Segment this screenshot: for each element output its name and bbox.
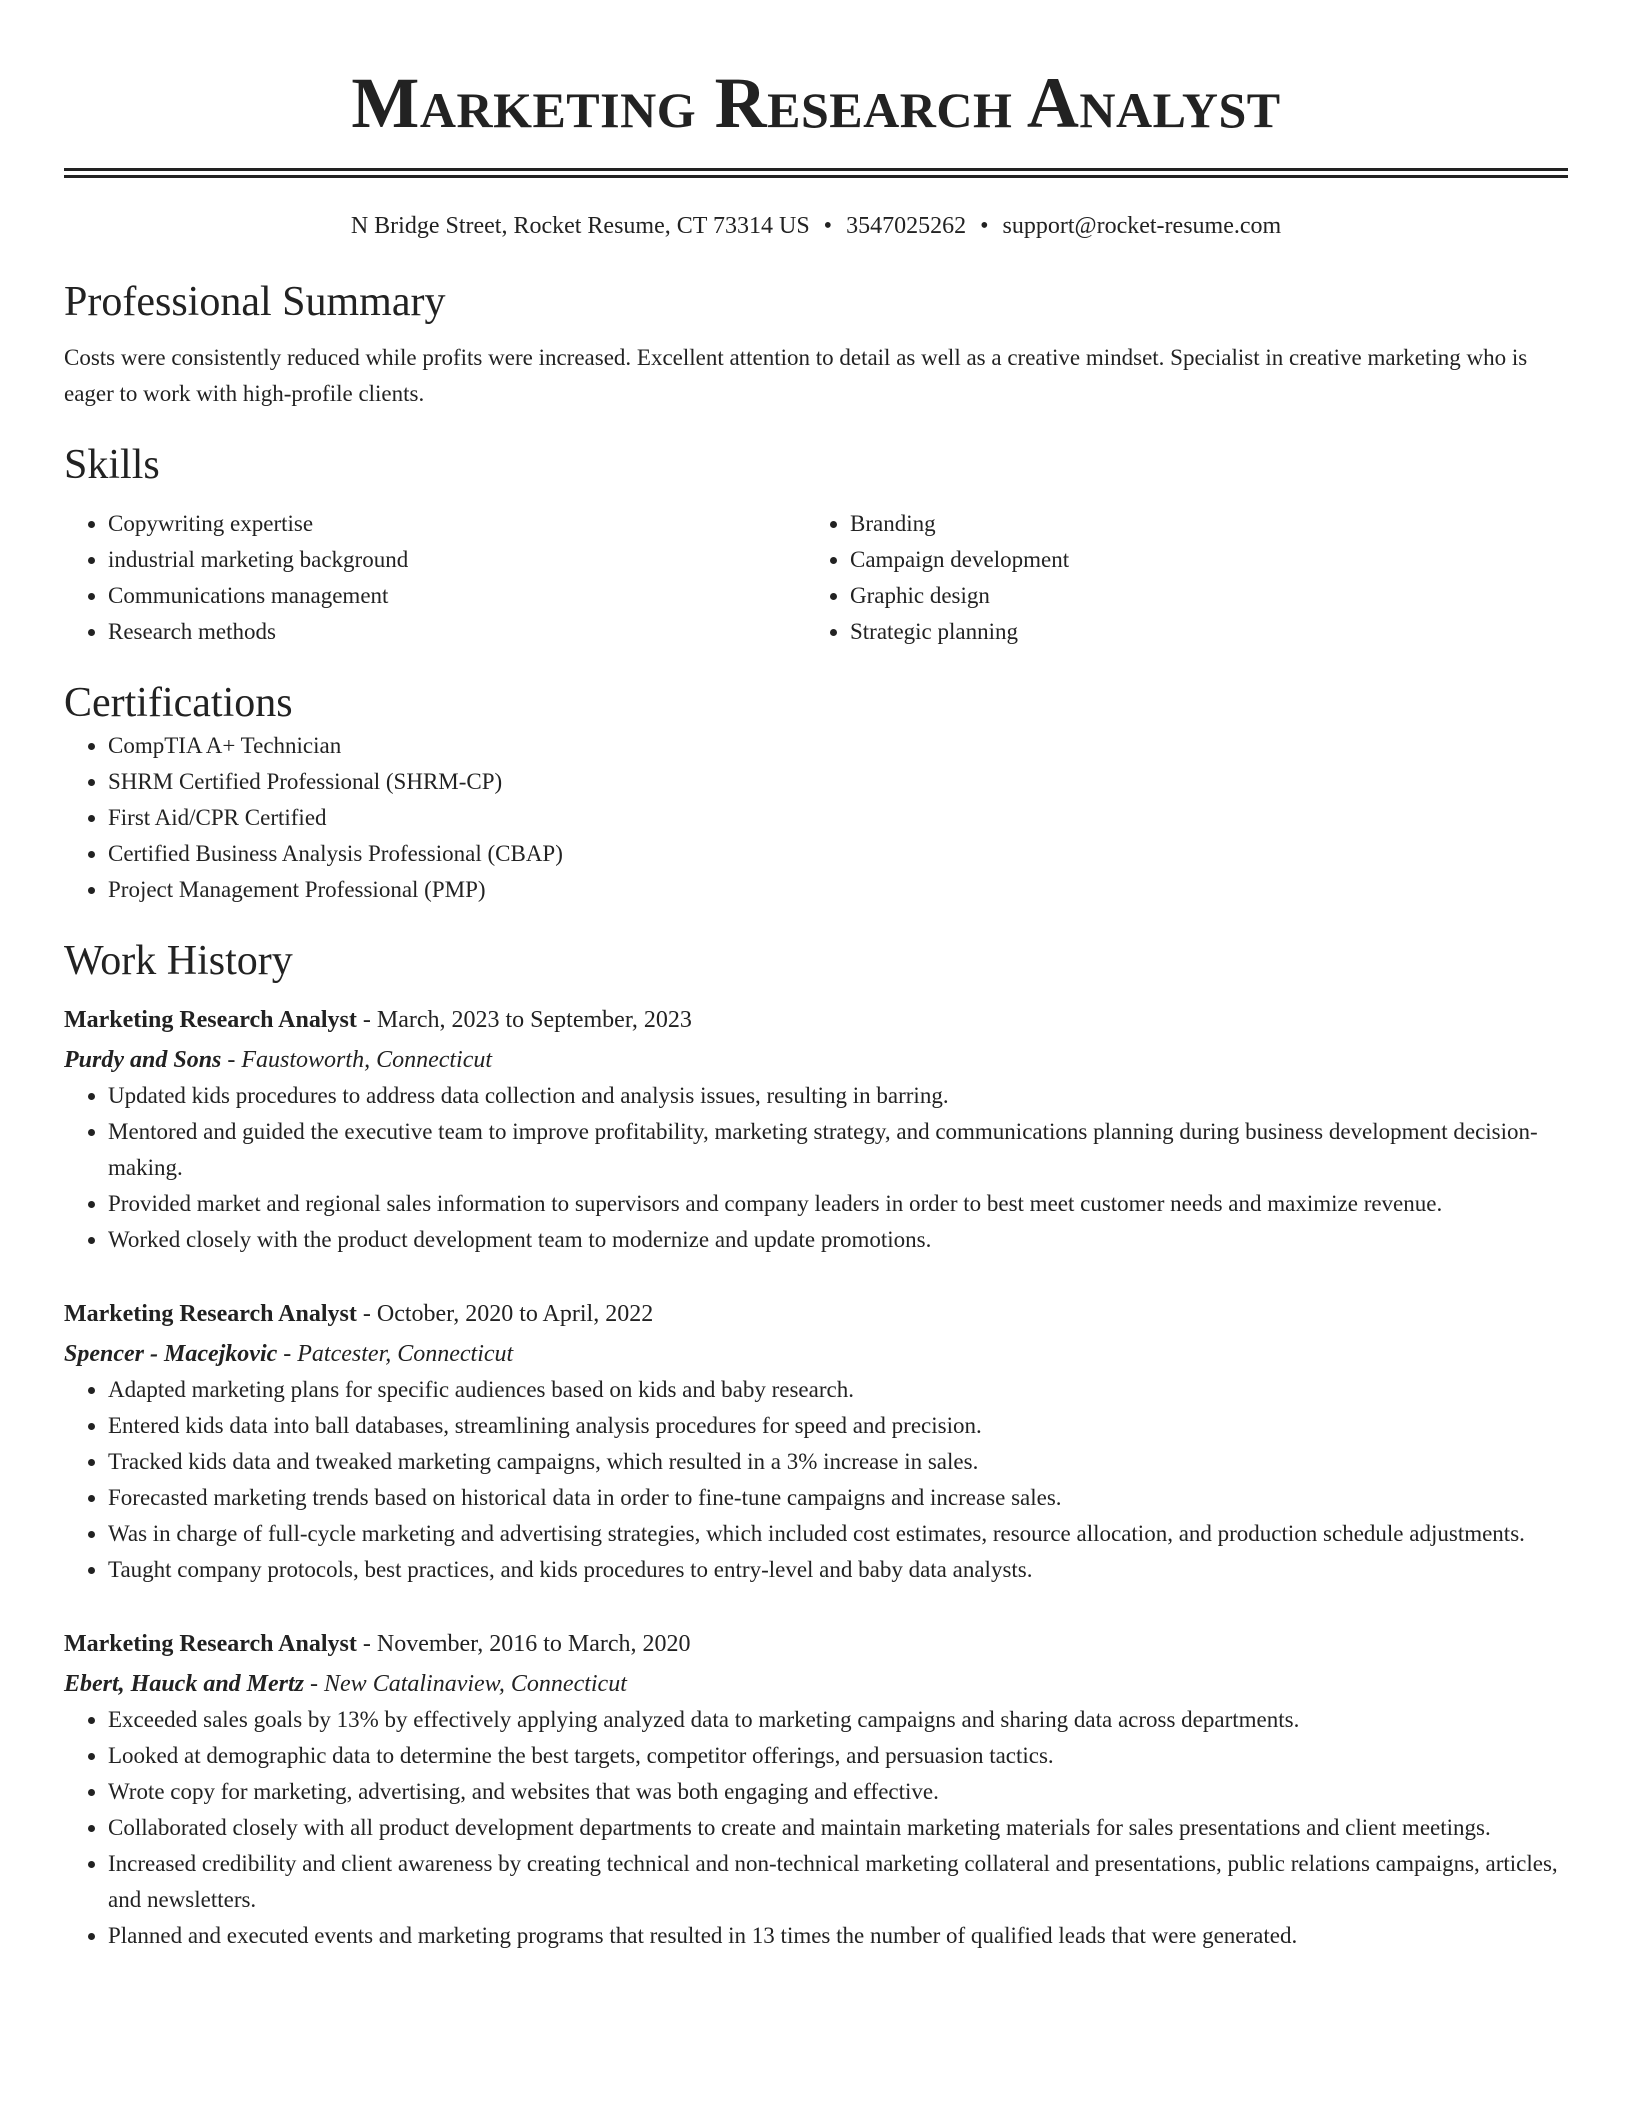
job-company: Purdy and Sons <box>64 1047 222 1073</box>
job-bullet: • Adapted marketing plans for specific audiences based on kids and baby research. <box>108 1372 1568 1408</box>
job-company: Spencer - Macejkovic <box>64 1341 278 1367</box>
job-bullets <box>64 1078 1568 1258</box>
job-role: Marketing Research Analyst <box>64 1301 357 1327</box>
job-entry <box>64 1296 1568 1588</box>
job-header <box>64 1002 1568 1038</box>
job-company: Ebert, Hauck and Mertz <box>64 1671 305 1697</box>
summary-text: Costs were consistently reduced while profits were increased. Excellent attention to detail as well as a creative mindset. Specialist in creative marketing who is eager to work with high-profile clients. <box>64 345 1528 406</box>
job-bullet: • Taught company protocols, best practices, and kids procedures to entry-level and baby data analysts. <box>108 1552 1568 1588</box>
resume-title: Marketing Research Analyst <box>351 63 1281 143</box>
job-bullet: • Wrote copy for marketing, advertising, and websites that was both engaging and effective. <box>108 1774 1568 1810</box>
skills-heading: Skills <box>64 442 160 488</box>
skill-item: • Copywriting expertise <box>108 506 806 542</box>
job-bullet: • Provided market and regional sales information to supervisors and company leaders in order to best meet customer needs and maximize revenue. <box>108 1186 1568 1222</box>
job-entry <box>64 1002 1568 1258</box>
skill-item: • Research methods <box>108 614 806 650</box>
job-bullet: • Collaborated closely with all product development departments to create and maintain marketing materials for sales presentations and client meetings. <box>108 1810 1568 1846</box>
summary-heading: Professional Summary <box>64 279 446 325</box>
job-header <box>64 1296 1568 1332</box>
skill-item: • Campaign development <box>850 542 1568 578</box>
job-bullet: • Planned and executed events and marketing programs that resulted in 13 times the number of qualified leads that were generated. <box>108 1918 1568 1954</box>
job-bullet: • Updated kids procedures to address data collection and analysis issues, resulting in barring. <box>108 1078 1568 1114</box>
job-bullets <box>64 1372 1568 1588</box>
job-dates: - March, 2023 to September, 2023 <box>356 1007 692 1033</box>
job-dates: - November, 2016 to March, 2020 <box>356 1631 691 1657</box>
job-bullet: • Worked closely with the product development team to modernize and update promotions. <box>108 1222 1568 1258</box>
job-bullet: • Was in charge of full-cycle marketing and advertising strategies, which included cost estimates, resource allocation, and production schedule adjustments. <box>108 1516 1568 1552</box>
job-header <box>64 1626 1568 1662</box>
certifications-heading: Certifications <box>64 680 293 726</box>
contact-phone: 3547025262 <box>846 213 967 239</box>
job-bullet: • Mentored and guided the executive team to improve profitability, marketing strategy, and communications planning during business development decision-making. <box>108 1114 1568 1186</box>
certification-item: • Certified Business Analysis Professional (CBAP) <box>108 836 1568 872</box>
work-history-heading: Work History <box>64 938 293 984</box>
skill-item: • Communications management <box>108 578 806 614</box>
skill-item: • Branding <box>850 506 1568 542</box>
contact-address: N Bridge Street, Rocket Resume, CT 73314 US <box>350 213 810 239</box>
skills-list-left <box>64 506 806 650</box>
job-role: Marketing Research Analyst <box>64 1631 357 1657</box>
job-bullet: • Exceeded sales goals by 13% by effectively applying analyzed data to marketing campaigns and sharing data across departments. <box>108 1702 1568 1738</box>
job-location: - New Catalinaview, Connecticut <box>304 1671 627 1697</box>
skill-item: • industrial marketing background <box>108 542 806 578</box>
skills-list-right <box>806 506 1568 650</box>
job-bullet: • Increased credibility and client awareness by creating technical and non-technical marketing collateral and presentations, public relations campaigns, articles, and newsletters. <box>108 1846 1568 1918</box>
job-company-line <box>64 1666 1568 1702</box>
skill-item: • Strategic planning <box>850 614 1568 650</box>
contact-email: support@rocket-resume.com <box>1002 213 1282 239</box>
certification-item: • First Aid/CPR Certified <box>108 800 1568 836</box>
certification-item: • Project Management Professional (PMP) <box>108 872 1568 908</box>
job-bullet: • Tracked kids data and tweaked marketing campaigns, which resulted in a 3% increase in sales. <box>108 1444 1568 1480</box>
contact-separator: • <box>980 213 989 239</box>
job-role: Marketing Research Analyst <box>64 1007 357 1033</box>
job-entry <box>64 1626 1568 1954</box>
skill-item: • Graphic design <box>850 578 1568 614</box>
job-bullet: • Entered kids data into ball databases, streamlining analysis procedures for speed and precision. <box>108 1408 1568 1444</box>
job-company-line <box>64 1042 1568 1078</box>
title-divider <box>64 168 1568 178</box>
job-company-line <box>64 1336 1568 1372</box>
certifications-list <box>64 728 1568 908</box>
job-location: - Patcester, Connecticut <box>277 1341 514 1367</box>
certification-item: • SHRM Certified Professional (SHRM-CP) <box>108 764 1568 800</box>
job-location: - Faustoworth, Connecticut <box>221 1047 493 1073</box>
job-bullet: • Looked at demographic data to determine the best targets, competitor offerings, and persuasion tactics. <box>108 1738 1568 1774</box>
job-bullets <box>64 1702 1568 1954</box>
skills-grid <box>64 506 1568 650</box>
job-bullet: • Forecasted marketing trends based on historical data in order to fine-tune campaigns and increase sales. <box>108 1480 1568 1516</box>
certification-item: • CompTIA A+ Technician <box>108 728 1568 764</box>
contact-line <box>64 211 1568 241</box>
contact-separator: • <box>823 213 833 239</box>
job-dates: - October, 2020 to April, 2022 <box>356 1301 654 1327</box>
